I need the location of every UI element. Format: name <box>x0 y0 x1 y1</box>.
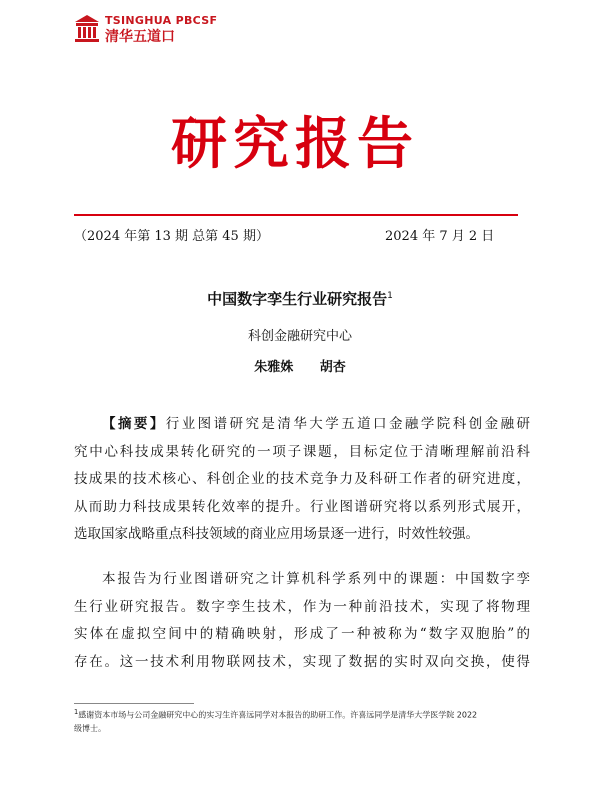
intro-line: 存在。这一技术利用物联网技术，实现了数据的实时双向交换，使得 <box>74 653 530 670</box>
tsinghua-pbcsf-logo <box>74 12 224 48</box>
logo-chinese-text: 清华五道口 <box>105 29 175 45</box>
report-type-title: 研究报告 <box>171 111 419 177</box>
document-title-text: 中国数字孪生行业研究报告 <box>207 290 388 308</box>
abstract-paragraph <box>74 411 530 549</box>
abstract-line: 究中心科技成果转化研究的一项子课题，目标定位于清晰理解前沿科 <box>74 443 530 460</box>
footnote-text: 级博士。 <box>74 723 106 733</box>
authors <box>0 356 600 375</box>
abstract-line: 从而助力科技成果转化效率的提升。行业图谱研究将以系列形式展开， <box>74 498 530 515</box>
header-divider <box>74 214 518 216</box>
author-name: 胡杏 <box>319 360 346 375</box>
department: 科创金融研究中心 <box>247 329 352 344</box>
abstract-line: 技成果的技术核心、科创企业的技术竞争力及科研工作者的研究进度， <box>74 471 530 487</box>
footnote <box>74 706 530 735</box>
issue-number: （2024 年第 13 期 总第 45 期） <box>74 229 269 244</box>
footnote-ref[interactable]: 1 <box>387 291 393 301</box>
tsinghua-gate-icon <box>74 14 100 42</box>
intro-line: 生行业研究报告。数字孪生技术，作为一种前沿技术，实现了将物理 <box>74 598 530 615</box>
footnote-marker: 1 <box>74 708 79 716</box>
intro-line: 本报告为行业图谱研究之计算机科学系列中的课题：中国数字孪 <box>102 571 530 587</box>
document-title <box>0 288 600 309</box>
footnote-divider <box>74 703 194 704</box>
author-name: 朱雅姝 <box>254 360 294 375</box>
abstract-label: 【摘要】 <box>102 416 166 432</box>
footnote-text: 感谢资本市场与公司金融研究中心的实习生许喜远同学对本报告的助研工作。许喜远同学是清华大学医学院 2022 <box>78 710 478 720</box>
abstract-line: 选取国家战略重点科技领域的商业应用场景逐一进行，时效性较强。 <box>74 526 479 542</box>
abstract-line: 【摘要】行业图谱研究是清华大学五道口金融学院科创金融研 <box>102 416 530 432</box>
publish-date: 2024 年 7 月 2 日 <box>385 229 495 244</box>
intro-paragraph <box>74 566 530 676</box>
intro-line: 实体在虚拟空间中的精确映射，形成了一种被称为“数字双胞胎”的 <box>74 626 530 642</box>
logo-english-text: TSINGHUA PBCSF <box>105 14 218 27</box>
